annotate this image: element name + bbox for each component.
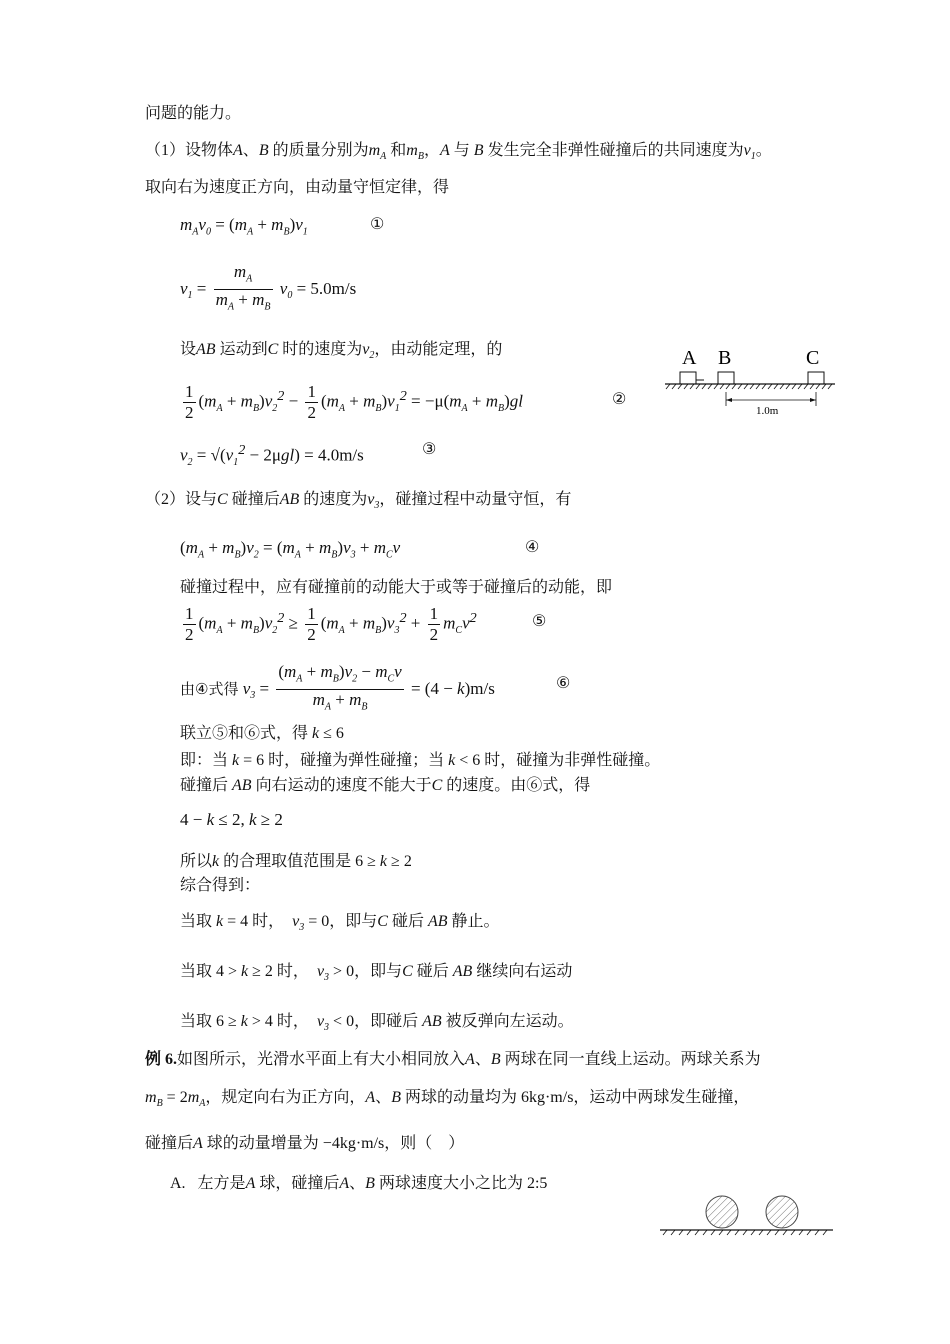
equation-3-mark: ③ bbox=[422, 441, 437, 458]
figure-blocks-diagram bbox=[660, 340, 840, 420]
option-a: A. 左方是A 球，碰撞后A、B 两球速度大小之比为 2:5 bbox=[170, 1175, 548, 1192]
equation-5-mark: ⑤ bbox=[532, 613, 547, 630]
part1-direction: 取向右为速度正方向，由动量守恒定律，得 bbox=[145, 179, 450, 196]
equation-1: $m_Av_0 = (m_A + m_B)v_1$ bbox=[180, 215, 308, 238]
distance-label: 1.0m bbox=[756, 405, 779, 417]
ball-right bbox=[766, 1196, 798, 1228]
energy-condition: 碰撞过程中，应有碰撞前的动能大于或等于碰撞后的动能，即 bbox=[180, 579, 613, 596]
equation-3: $v_2 = √(v_1^2 - 2\mu gl) = 4.0m/s$ bbox=[180, 442, 364, 469]
label-a: A bbox=[682, 347, 697, 369]
equation-6: 由④式得 $v_3$ = $\frac{(m_A + m_B)v_2 - m_Cv}{m_A + m_B}$ = (4 − k)m/s bbox=[180, 662, 495, 713]
block-b bbox=[718, 372, 734, 384]
equation-4-mark: ④ bbox=[525, 539, 540, 556]
part2-setup: （2）设与C 碰撞后AB 的速度为$v_3$，碰撞过程中动量守恒，有 bbox=[145, 491, 572, 512]
example6-line1: 例 6.如图所示，光滑水平面上有大小相同放入A、B 两球在同一直线上运动。两球关系为 bbox=[145, 1051, 761, 1068]
intro-tail: 问题的能力。 bbox=[145, 105, 242, 122]
equation-1-mark: ① bbox=[370, 216, 385, 233]
case-3: 当取 6 ≥ k > 4 时， $v_3 < 0$，即碰后 AB 被反弹向左运动。 bbox=[180, 1013, 574, 1034]
part1-setup: （1）设物体A、B 的质量分别为$m_A$ 和$m_B$，A 与 B 发生完全非弹性碰撞后的共同速度为$v_1$。 bbox=[145, 142, 772, 163]
example6-line3: 碰撞后A 球的动量增量为 −4kg·m/s，则（ ） bbox=[145, 1135, 465, 1152]
figure-balls-diagram bbox=[655, 1192, 840, 1242]
case-2: 当取 4 > k ≥ 2 时， $v_3 > 0$，即与C 碰后 AB 继续向右运动 bbox=[180, 963, 573, 984]
combine-text: 联立⑤和⑥式，得 k ≤ 6 bbox=[180, 725, 344, 742]
summary-text: 综合得到： bbox=[180, 877, 261, 894]
equation-2-mark: ② bbox=[612, 391, 627, 408]
equation-2: $\frac{1}{2}$ $(m_A + m_B)v_2^2$ − $\frac{1}{2}$ $(m_A + m_B)v_1^2 = -\mu(m_A + m_B)gl$ bbox=[185, 382, 524, 422]
equation-1b: $v_1$ = $\frac{m_A}{m_A + m_B}$ $v_0 = 5.0m/s$ bbox=[180, 262, 357, 313]
inequality: 4 − k ≤ 2, k ≥ 2 bbox=[180, 810, 283, 829]
range-text: 所以k 的合理取值范围是 6 ≥ k ≥ 2 bbox=[180, 853, 412, 870]
label-c: C bbox=[806, 347, 820, 369]
example6-line2: $m_B = 2m_A$，规定向右为正方向，A、B 两球的动量均为 6kg·m/s，运动中两球发生碰撞， bbox=[145, 1089, 750, 1110]
equation-4: $(m_A + m_B)v_2 = (m_A + m_B)v_3 + m_Cv$ bbox=[180, 538, 401, 561]
block-a bbox=[680, 372, 696, 384]
equation-5: $\frac{1}{2}$ $(m_A + m_B)v_2^2$ ≥ $\frac{1}{2}$ $(m_A + m_B)v_3^2$ + $\frac{1}{2}$ $m_Cv^2$ bbox=[185, 604, 477, 644]
ball-left bbox=[706, 1196, 738, 1228]
case-1: 当取 k = 4 时， $v_3 = 0$，即与C 碰后 AB 静止。 bbox=[180, 913, 500, 934]
equation-6-mark: ⑥ bbox=[556, 675, 571, 692]
energy-text: 设AB 运动到C 时的速度为$v_2$，由动能定理，的 bbox=[180, 341, 503, 362]
speed-limit-text: 碰撞后 AB 向右运动的速度不能大于C 的速度。由⑥式，得 bbox=[180, 777, 591, 794]
label-b: B bbox=[718, 347, 732, 369]
cases-text: 即：当 k = 6 时，碰撞为弹性碰撞；当 k < 6 时，碰撞为非弹性碰撞。 bbox=[180, 752, 661, 769]
block-c bbox=[808, 372, 824, 384]
